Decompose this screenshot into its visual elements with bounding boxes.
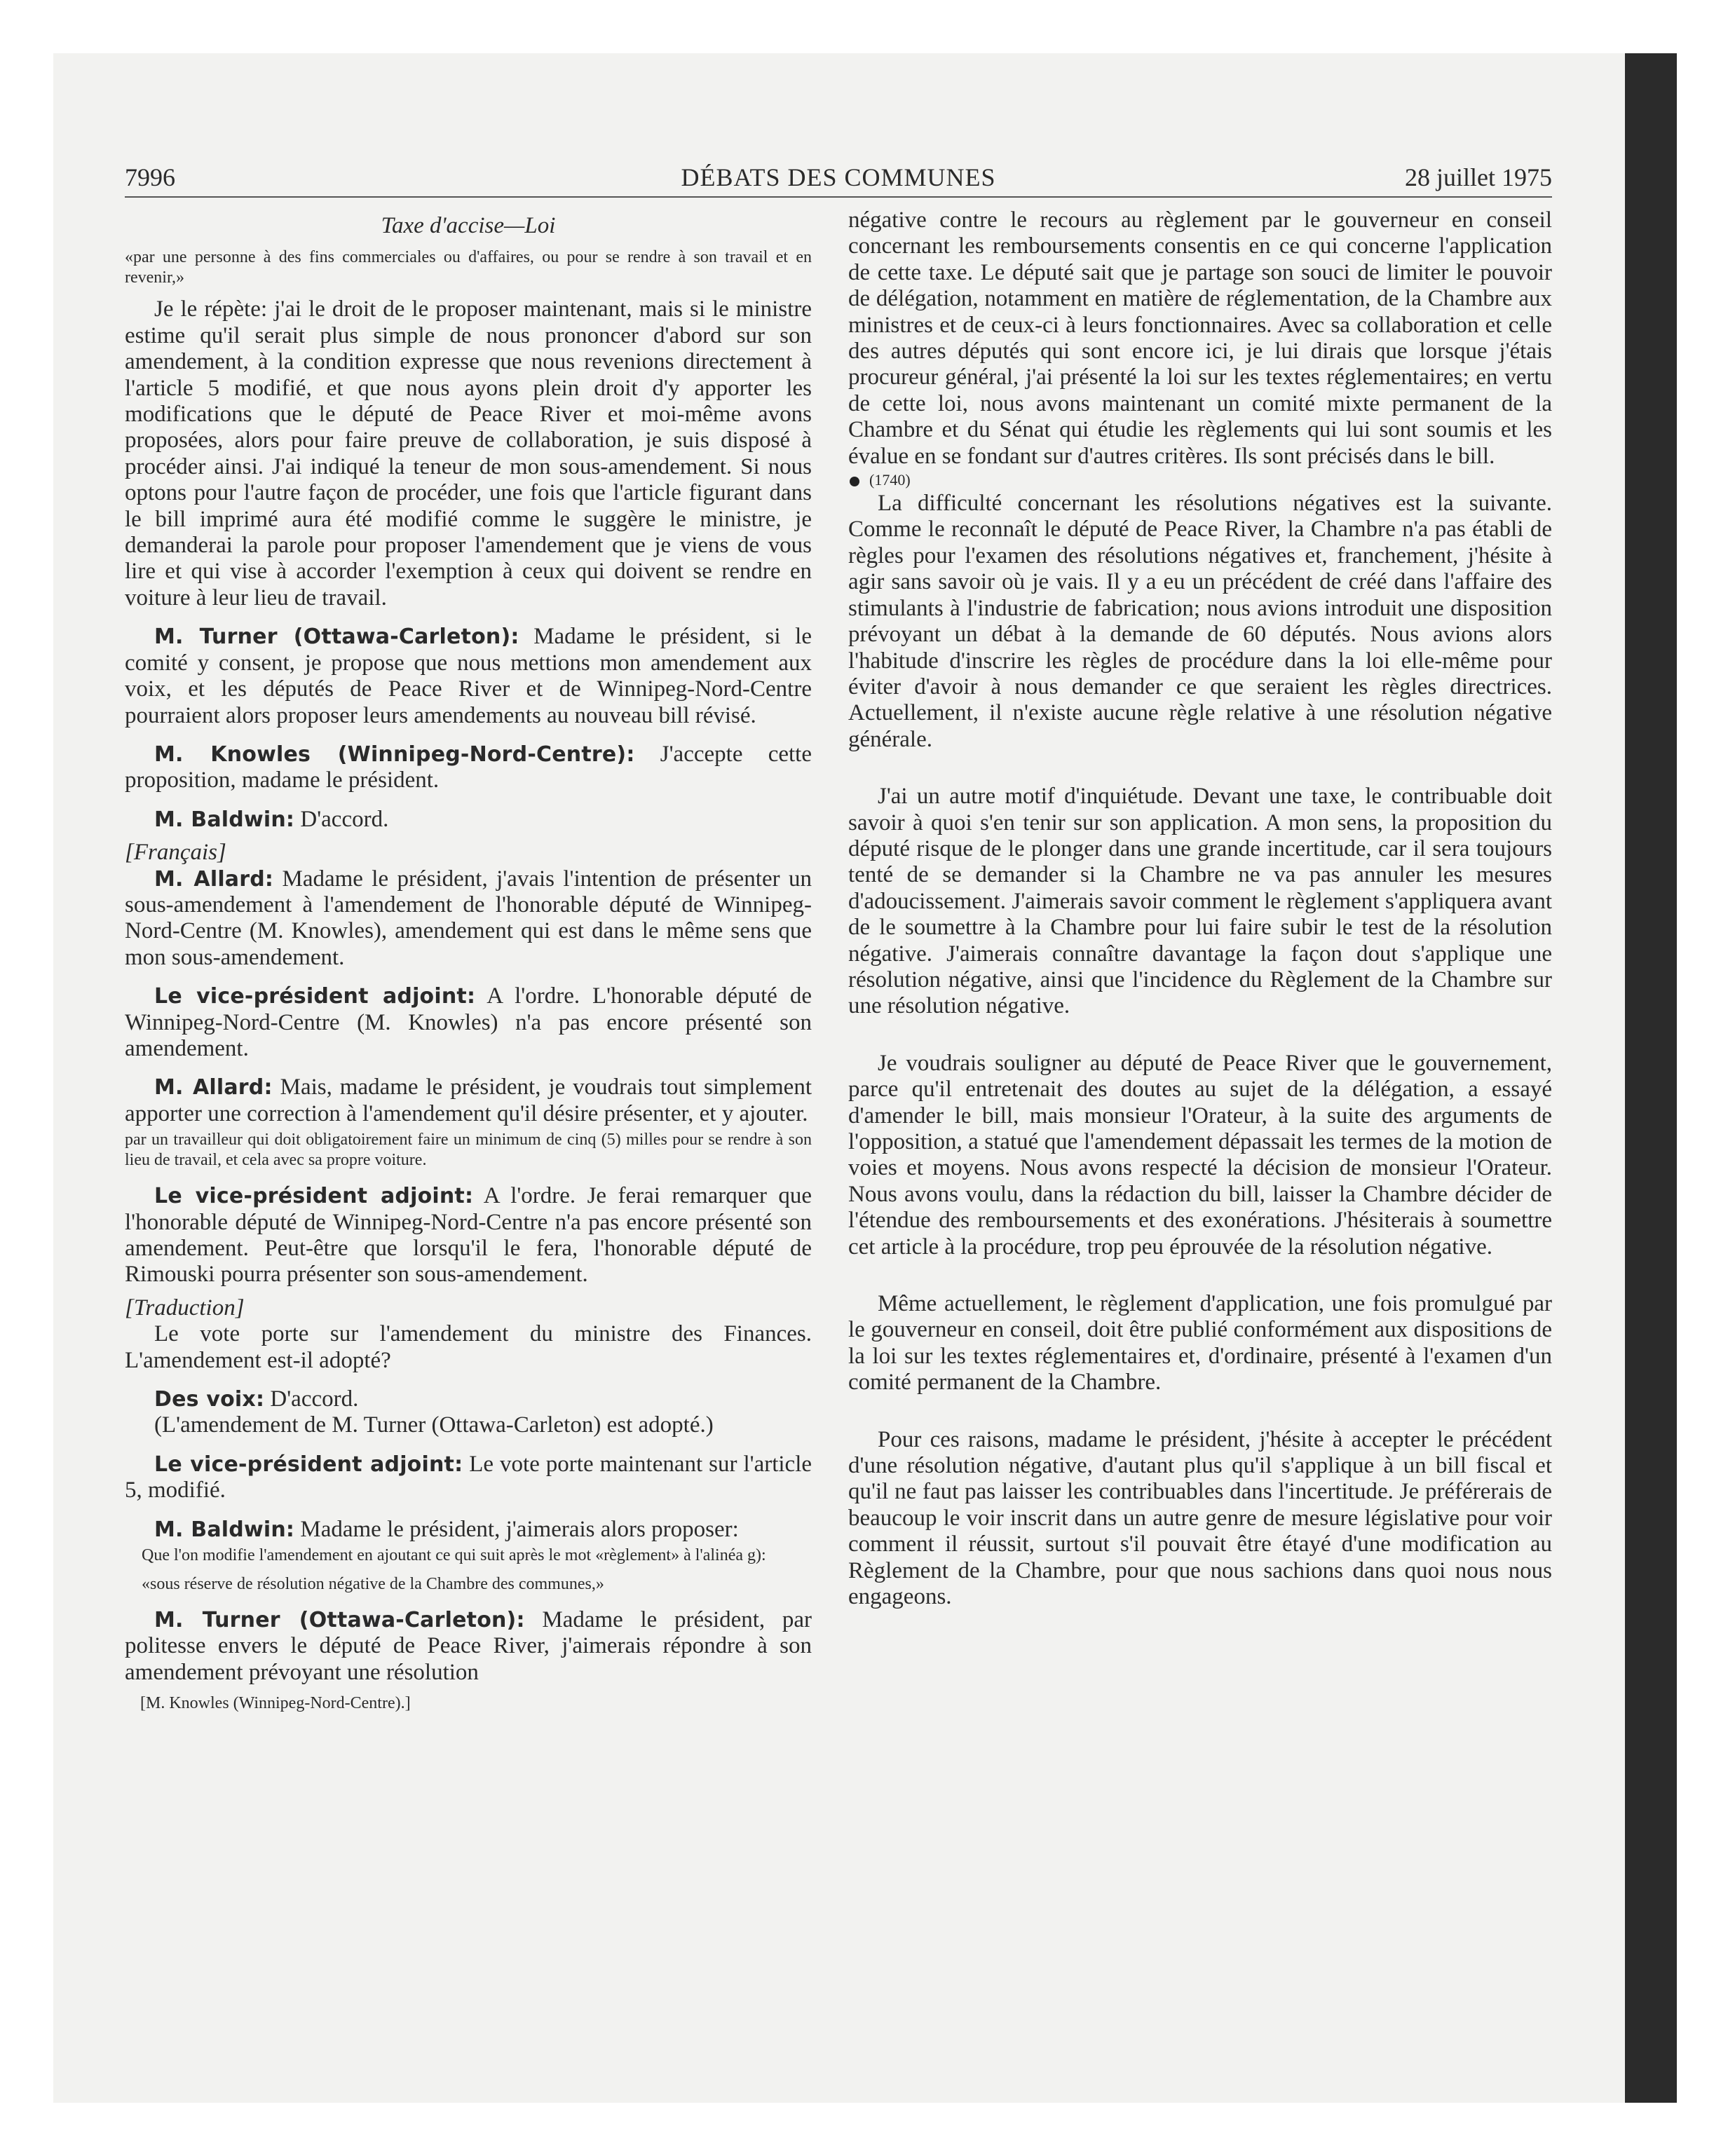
- speech-text: D'accord.: [294, 806, 389, 832]
- left-column: [125, 207, 812, 1714]
- speech-text: A l'ordre. Je ferai remarquer que l'honorable député de Winnipeg-Nord-Centre n'a pas encore présenté son amendement. Peut-être que lorsqu'il le fera, l'honorable député de Rimouski pourra présenter son sous-amendement.: [125, 1183, 812, 1288]
- publication-title: DÉBATS DES COMMUNES: [681, 163, 996, 191]
- paragraph: [125, 983, 812, 1062]
- binding-edge: [1625, 53, 1677, 2103]
- speech-text: Madame le président, j'avais l'intention de présenter un sous-amendement à l'amendement de l'honorable député de Winnipeg-Nord-Centre (M. Knowles), amendement qui est dans le même sens que mon sous-amendement.: [125, 866, 812, 970]
- quoted-text: par un travailleur qui doit obligatoirement faire un minimum de cinq (5) milles pour se rendre à son lieu de travail, et cela avec sa propre voiture.: [125, 1131, 812, 1170]
- speech-text: J'accepte cette proposition, madame le président.: [125, 741, 812, 793]
- paragraph: [125, 1074, 812, 1127]
- section-subhead: Taxe d'accise—Loi: [381, 213, 556, 238]
- quoted-text: «sous réserve de résolution négative de la Chambre des communes,»: [142, 1575, 604, 1594]
- footnote: [M. Knowles (Winnipeg-Nord-Centre).]: [140, 1694, 411, 1713]
- speech-text: Madame le président, par politesse envers le député de Peace River, j'aimerais répondre à son amendement prévoyant une résolution: [125, 1607, 812, 1685]
- paragraph: J'ai un autre motif d'inquiétude. Devant une taxe, le contribuable doit savoir à quoi s'en tenir sur son application. A mon sens, la proposition du député risque de le plonger dans une grande incertitude, car il sera toujours tenté de se demander si la Chambre ne va pas annuler les mesures d'adoucissement. J'aimerais savoir comment le règlement s'appliquera avant de le soumettre à la Chambre pour lui faire subir le test de la résolution négative. J'aimerais connaître davantage la façon dout s'applique une résolution négative, ainsi que l'incidence du Règlement de la Chambre sur une résolution négative.: [848, 784, 1552, 1019]
- speech-text: D'accord.: [264, 1386, 359, 1412]
- speaker-name: Le vice-président adjoint:: [154, 984, 476, 1009]
- bullet-icon: [850, 477, 859, 486]
- time-stamp: (1740): [869, 471, 911, 489]
- speaker-name: M. Turner (Ottawa-Carleton):: [154, 1608, 525, 1633]
- paragraph: [125, 742, 812, 794]
- quoted-text: «par une personne à des fins commerciales ou d'affaires, ou pour se rendre à son travail et en revenir,»: [125, 248, 812, 287]
- speaker-name: Le vice-président adjoint:: [154, 1452, 463, 1477]
- paragraph: [125, 624, 812, 729]
- speaker-name: M. Allard:: [154, 866, 274, 892]
- language-marker: [Français]: [125, 840, 226, 866]
- speaker-name: M. Turner (Ottawa-Carleton):: [154, 625, 519, 650]
- paragraph: [125, 1452, 812, 1504]
- speaker-name: Le vice-président adjoint:: [154, 1184, 474, 1209]
- paragraph: [125, 1607, 812, 1686]
- paragraph: [125, 1517, 812, 1543]
- page-number: 7996: [125, 163, 175, 191]
- right-column: [848, 207, 1552, 1611]
- paragraph: Je le répète: j'ai le droit de le proposer maintenant, mais si le ministre estime qu'il serait plus simple de nous prononcer d'abord sur son amendement, à la condition expresse que nous revenions directement à l'article 5 modifié, et que nous ayons plein droit d'y apporter les modifications que le député de Peace River et moi-même avons proposées, alors pour faire preuve de collaboration, je suis disposé à procéder ainsi. J'ai indiqué la teneur de mon sous-amendement. Si nous optons pour l'autre façon de procéder, une fois que l'article figurant dans le bill imprimé aura été modifié comme le suggère le ministre, je demanderai la parole pour proposer l'amendement que je viens de vous lire et qui vise à accorder l'exemption à ceux qui doivent se rendre en voiture à leur lieu de travail.: [125, 296, 812, 610]
- paragraph: La difficulté concernant les résolutions négatives est la suivante. Comme le reconnaît le député de Peace River, la Chambre n'a pas établi de règles pour l'examen des résolutions négatives et, franchement, j'hésite à agir sans savoir où je vais. Il y a eu un précédent de créé dans l'affaire des stimulants à l'industrie de fabrication; nous avions introduit une disposition prévoyant un débat à la demande de 60 députés. Nous avions alors l'habitude d'inscrire les règles de procédure dans la loi elle-même pour éviter d'avoir à nous demander ce que seraient les règles directrices. Actuellement, il n'existe aucune règle relative à une résolution négative générale.: [848, 491, 1552, 752]
- paragraph: [125, 1386, 812, 1412]
- speaker-name: M. Baldwin:: [154, 807, 295, 832]
- paragraph: Je voudrais souligner au député de Peace River que le gouvernement, parce qu'il entretenait des doutes au sujet de la délégation, a essayé d'amender le bill, mais monsieur l'Orateur, à la suite des arguments de l'opposition, a statué que l'amendement dépassait les termes de la motion de voies et moyens. Nous avons respecté la décision de monsieur l'Orateur. Nous avons voulu, dans la rédaction du bill, laisser la Chambre décider de l'étendue des remboursements et des exonérations. J'hésiterais à soumettre cet article à la procédure, trop peu éprouvée de la résolution négative.: [848, 1050, 1552, 1260]
- speaker-name: M. Baldwin:: [154, 1517, 295, 1542]
- page-header: [125, 160, 1552, 198]
- speech-text: A l'ordre. L'honorable député de Winnipeg-Nord-Centre (M. Knowles) n'a pas encore présenté son amendement.: [125, 983, 812, 1061]
- paragraph: Même actuellement, le règlement d'application, une fois promulgué par le gouverneur en conseil, doit être publié conformément aux dispositions de la loi sur les textes réglementaires et, d'ordinaire, présenté à l'examen d'un comité permanent de la Chambre.: [848, 1291, 1552, 1396]
- language-marker: [Traduction]: [125, 1295, 245, 1321]
- speech-text: Mais, madame le président, je voudrais tout simplement apporter une correction à l'amendement qu'il désire présenter, et y ajouter.: [125, 1074, 812, 1126]
- paragraph: [125, 866, 812, 971]
- speaker-name: Des voix:: [154, 1387, 265, 1412]
- speech-text: Madame le président, si le comité y consent, je propose que nous mettions mon amendement aux voix, et les députés de Peace River et de Winnipeg-Nord-Centre pourraient alors proposer leurs amendements au nouveau bill révisé.: [125, 624, 812, 728]
- speech-text: Le vote porte maintenant sur l'article 5, modifié.: [125, 1451, 812, 1503]
- speaker-name: M. Knowles (Winnipeg-Nord-Centre):: [154, 742, 635, 767]
- paragraph: (L'amendement de M. Turner (Ottawa-Carleton) est adopté.): [154, 1412, 714, 1438]
- publication-date: 28 juillet 1975: [1405, 163, 1552, 191]
- speech-text: Madame le président, j'aimerais alors proposer:: [294, 1516, 739, 1542]
- paragraph: Le vote porte sur l'amendement du ministre des Finances. L'amendement est-il adopté?: [125, 1321, 812, 1373]
- speaker-name: M. Allard:: [154, 1075, 273, 1100]
- quoted-text: Que l'on modifie l'amendement en ajoutant ce qui suit après le mot «règlement» à l'alinéa g):: [142, 1546, 766, 1565]
- paragraph: Pour ces raisons, madame le président, j'hésite à accepter le précédent d'une résolution négative, d'autant plus qu'il s'applique à un bill fiscal et qu'il ne faut pas laisser les contribuables dans l'incertitude. Je préférerais de beaucoup le voir inscrit dans un autre genre de mesure législative pour voir comment il réussit, surtout s'il pouvait être étayé d'une modification au Règlement de la Chambre, pour que nous sachions dans quoi nous nous engageons.: [848, 1426, 1552, 1610]
- paragraph: [125, 1183, 812, 1288]
- time-marker: [848, 470, 1552, 491]
- paragraph: [125, 807, 812, 833]
- paragraph: négative contre le recours au règlement par le gouverneur en conseil concernant les remboursements consentis en ce qui concerne l'application de cette taxe. Le député sait que je partage son souci de limiter le pouvoir de délégation, notamment en matière de réglementation, de la Chambre aux ministres et de ceux-ci à leurs fonctionnaires. Avec sa collaboration et celle des autres députés qui sont encore ici, je lui dirais que lorsque j'étais procureur général, j'ai présenté la loi sur les textes réglementaires; en vertu de cette loi, nous avons maintenant un comité mixte permanent de la Chambre et du Sénat qui étudie les règlements qui lui sont soumis et les évalue en se fondant sur d'autres critères. Ils sont précisés dans le bill.: [848, 207, 1552, 469]
